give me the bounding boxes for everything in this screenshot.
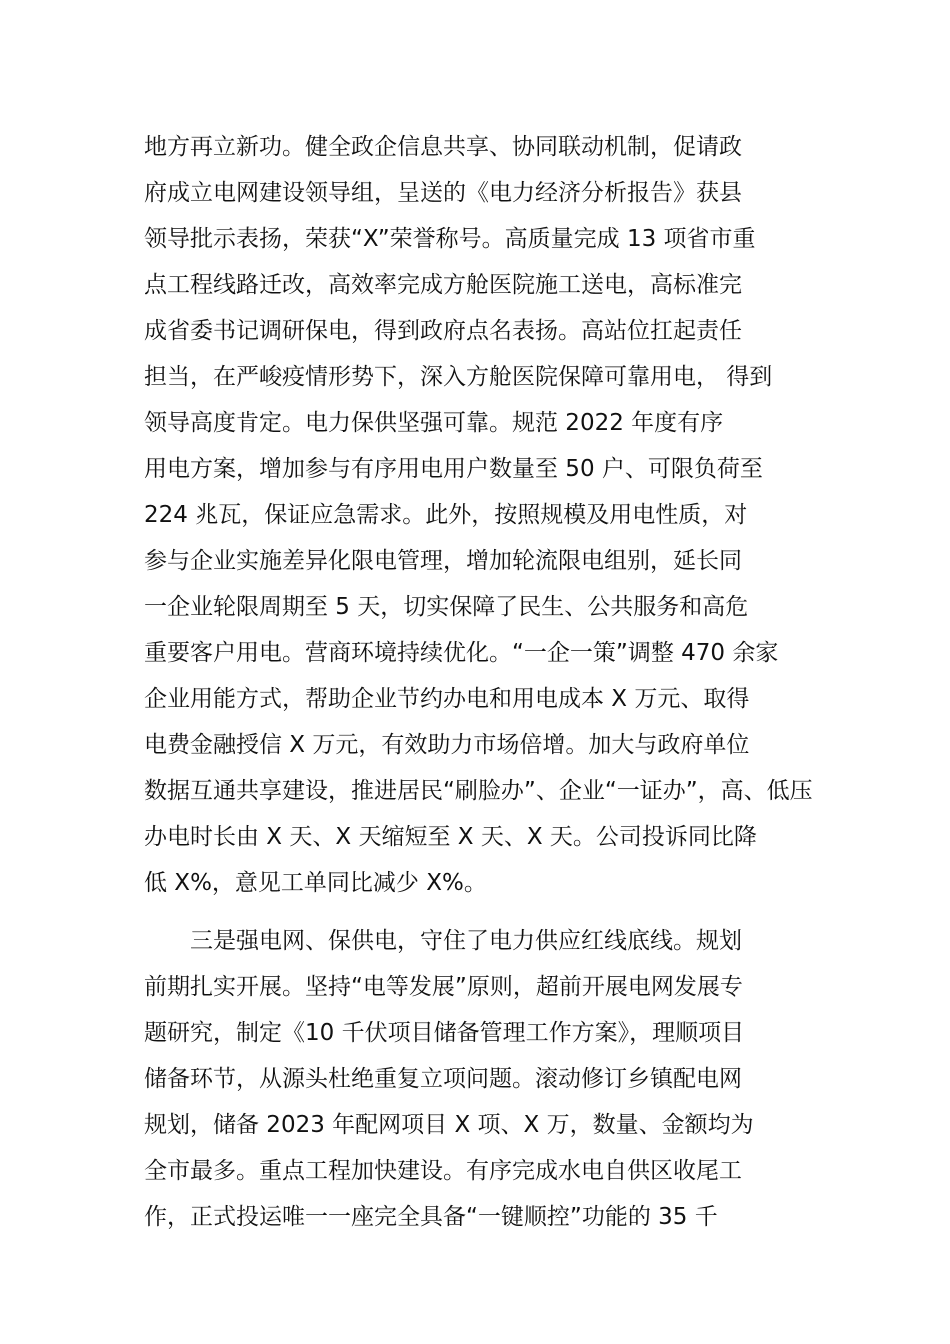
text-line: 企业用能方式，帮助企业节约办电和用电成本 X 万元、取得	[144, 686, 750, 712]
text-line: 储备环节，从源头杜绝重复立项问题。滚动修订乡镇配电网	[144, 1066, 742, 1092]
text-line: 规划，储备 2023 年配网项目 X 项、X 万，数量、金额均为	[144, 1112, 754, 1138]
text-line: 领导批示表扬，荣获“X”荣誉称号。高质量完成 13 项省市重	[144, 226, 756, 252]
text-line: 数据互通共享建设，推进居民“刷脸办”、企业“一证办”，高、低压	[144, 778, 813, 804]
text-line: 领导高度肯定。电力保供坚强可靠。规范 2022 年度有序	[144, 410, 724, 436]
paragraph-2	[144, 918, 824, 1240]
text-line: 三是强电网、保供电，守住了电力供应红线底线。规划	[144, 928, 742, 954]
text-line: 点工程线路迁改，高效率完成方舱医院施工送电，高标准完	[144, 272, 742, 298]
text-line: 成省委书记调研保电，得到政府点名表扬。高站位扛起责任	[144, 318, 742, 344]
paragraph-1	[144, 124, 824, 906]
text-line: 作，正式投运唯一一座完全具备“一键顺控”功能的 35 千	[144, 1204, 718, 1230]
text-line: 地方再立新功。健全政企信息共享、协同联动机制，促请政	[144, 134, 742, 160]
text-line: 办电时长由 X 天、X 天缩短至 X 天、X 天。公司投诉同比降	[144, 824, 757, 850]
text-line: 电费金融授信 X 万元，有效助力市场倍增。加大与政府单位	[144, 732, 750, 758]
text-line: 低 X%，意见工单同比减少 X%。	[144, 870, 487, 896]
text-line: 前期扎实开展。坚持“电等发展”原则，超前开展电网发展专	[144, 974, 743, 1000]
text-line: 担当，在严峻疫情形势下，深入方舱医院保障可靠用电， 得到	[144, 364, 773, 390]
paragraph-gap	[144, 906, 824, 918]
text-line: 府成立电网建设领导组，呈送的《电力经济分析报告》获县	[144, 180, 742, 206]
text-line: 一企业轮限周期至 5 天，切实保障了民生、公共服务和高危	[144, 594, 749, 620]
text-line: 题研究，制定《10 千伏项目储备管理工作方案》，理顺项目	[144, 1020, 745, 1046]
text-line: 224 兆瓦，保证应急需求。此外，按照规模及用电性质，对	[144, 502, 748, 528]
text-line: 用电方案，增加参与有序用电用户数量至 50 户、可限负荷至	[144, 456, 763, 482]
document-body	[144, 124, 824, 1240]
text-line: 重要客户用电。营商环境持续优化。“一企一策”调整 470 余家	[144, 640, 779, 666]
text-line: 全市最多。重点工程加快建设。有序完成水电自供区收尾工	[144, 1158, 742, 1184]
text-line: 参与企业实施差异化限电管理，增加轮流限电组别，延长同	[144, 548, 742, 574]
